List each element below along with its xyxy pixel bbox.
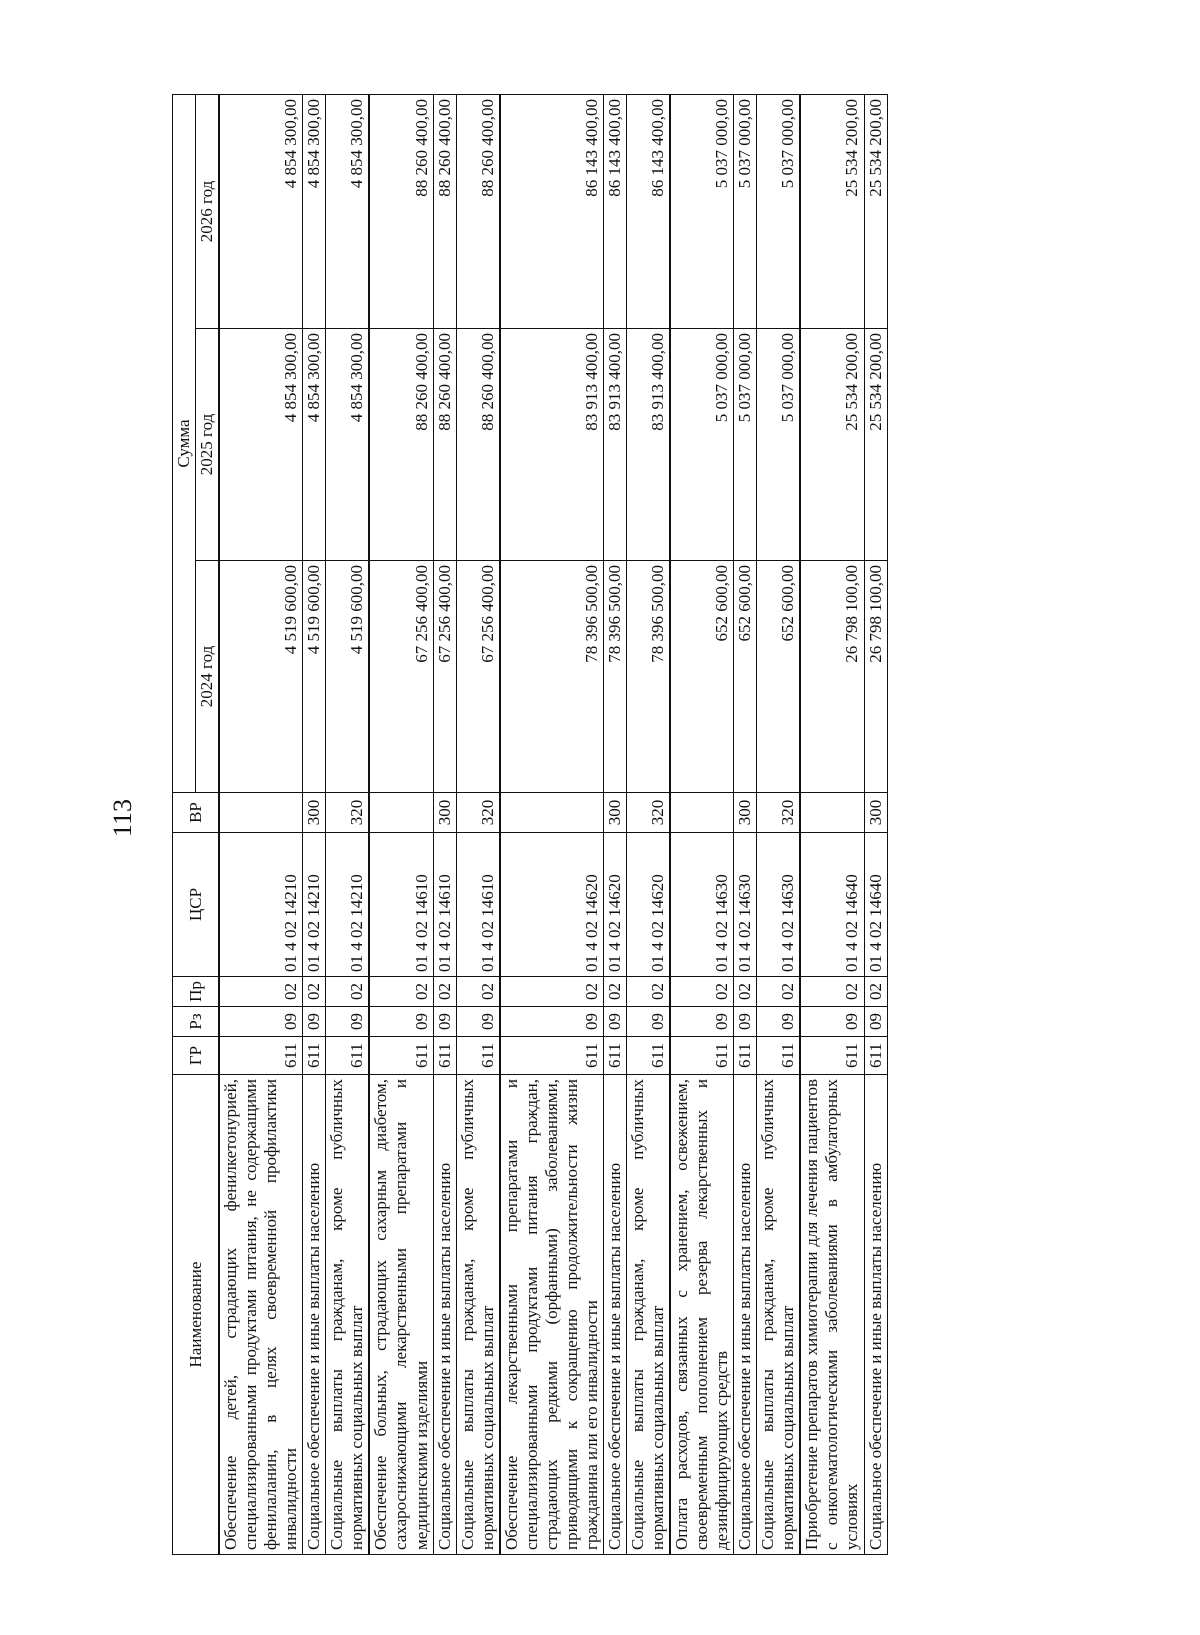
header-gr: ГР bbox=[173, 1037, 220, 1075]
cell-pr: 02 bbox=[603, 977, 626, 1007]
header-rz: Рз bbox=[173, 1007, 220, 1037]
cell-name: Приобретение препаратов химиотерапии для лечения пациентов с онкогематологическими заболеваниями в амбулаторных условиях bbox=[800, 1075, 864, 1555]
cell-rz: 09 bbox=[369, 1007, 433, 1037]
rotated-table-container bbox=[172, 95, 1032, 1555]
cell-gr: 611 bbox=[864, 1037, 887, 1075]
cell-rz: 09 bbox=[864, 1007, 887, 1037]
cell-csr: 01 4 02 14210 bbox=[303, 833, 326, 977]
cell-rz: 09 bbox=[603, 1007, 626, 1037]
cell-rz: 09 bbox=[303, 1007, 326, 1037]
table-row bbox=[800, 95, 864, 1555]
cell-csr: 01 4 02 14620 bbox=[626, 833, 670, 977]
cell-2025: 25 534 200,00 bbox=[800, 329, 864, 561]
cell-2026: 5 037 000,00 bbox=[670, 95, 734, 329]
cell-csr: 01 4 02 14210 bbox=[219, 833, 303, 977]
header-name: Наименование bbox=[173, 1075, 220, 1555]
cell-csr: 01 4 02 14630 bbox=[757, 833, 801, 977]
cell-gr: 611 bbox=[800, 1037, 864, 1075]
cell-2024: 78 396 500,00 bbox=[626, 561, 670, 793]
cell-rz: 09 bbox=[670, 1007, 734, 1037]
cell-gr: 611 bbox=[303, 1037, 326, 1075]
cell-vr: 320 bbox=[456, 793, 500, 833]
header-vr: ВР bbox=[173, 793, 220, 833]
cell-2026: 25 534 200,00 bbox=[864, 95, 887, 329]
cell-2024: 652 600,00 bbox=[734, 561, 757, 793]
cell-name: Социальное обеспечение и иные выплаты населению bbox=[433, 1075, 456, 1555]
cell-2024: 78 396 500,00 bbox=[603, 561, 626, 793]
cell-pr: 02 bbox=[456, 977, 500, 1007]
cell-vr: 320 bbox=[326, 793, 370, 833]
cell-2024: 4 519 600,00 bbox=[303, 561, 326, 793]
cell-pr: 02 bbox=[670, 977, 734, 1007]
cell-2024: 26 798 100,00 bbox=[800, 561, 864, 793]
cell-vr: 300 bbox=[734, 793, 757, 833]
cell-2024: 26 798 100,00 bbox=[864, 561, 887, 793]
cell-rz: 09 bbox=[800, 1007, 864, 1037]
cell-rz: 09 bbox=[326, 1007, 370, 1037]
cell-2026: 5 037 000,00 bbox=[734, 95, 757, 329]
table-row bbox=[500, 95, 604, 1555]
cell-pr: 02 bbox=[219, 977, 303, 1007]
cell-rz: 09 bbox=[456, 1007, 500, 1037]
cell-rz: 09 bbox=[219, 1007, 303, 1037]
cell-csr: 01 4 02 14640 bbox=[864, 833, 887, 977]
cell-vr bbox=[219, 793, 303, 833]
cell-vr bbox=[670, 793, 734, 833]
cell-rz: 09 bbox=[433, 1007, 456, 1037]
cell-2026: 88 260 400,00 bbox=[456, 95, 500, 329]
cell-csr: 01 4 02 14610 bbox=[433, 833, 456, 977]
cell-name: Социальные выплаты гражданам, кроме публичных нормативных социальных выплат bbox=[456, 1075, 500, 1555]
cell-2024: 652 600,00 bbox=[670, 561, 734, 793]
cell-vr: 320 bbox=[757, 793, 801, 833]
cell-csr: 01 4 02 14640 bbox=[800, 833, 864, 977]
cell-csr: 01 4 02 14620 bbox=[603, 833, 626, 977]
cell-2025: 25 534 200,00 bbox=[864, 329, 887, 561]
cell-2024: 652 600,00 bbox=[757, 561, 801, 793]
cell-gr: 611 bbox=[433, 1037, 456, 1075]
table-row bbox=[433, 95, 456, 1555]
cell-pr: 02 bbox=[800, 977, 864, 1007]
table-body bbox=[219, 95, 887, 1555]
cell-pr: 02 bbox=[734, 977, 757, 1007]
cell-csr: 01 4 02 14210 bbox=[326, 833, 370, 977]
cell-2026: 86 143 400,00 bbox=[626, 95, 670, 329]
cell-name: Социальное обеспечение и иные выплаты населению bbox=[603, 1075, 626, 1555]
cell-gr: 611 bbox=[757, 1037, 801, 1075]
table-row bbox=[456, 95, 500, 1555]
cell-pr: 02 bbox=[757, 977, 801, 1007]
header-row-1 bbox=[173, 95, 196, 1555]
cell-vr: 300 bbox=[303, 793, 326, 833]
header-csr: ЦСР bbox=[173, 833, 220, 977]
cell-2025: 83 913 400,00 bbox=[500, 329, 604, 561]
cell-2025: 5 037 000,00 bbox=[670, 329, 734, 561]
cell-pr: 02 bbox=[326, 977, 370, 1007]
cell-2024: 67 256 400,00 bbox=[369, 561, 433, 793]
cell-pr: 02 bbox=[303, 977, 326, 1007]
cell-2026: 5 037 000,00 bbox=[757, 95, 801, 329]
cell-name: Социальные выплаты гражданам, кроме публичных нормативных социальных выплат bbox=[757, 1075, 801, 1555]
cell-pr: 02 bbox=[500, 977, 604, 1007]
cell-name: Социальное обеспечение и иные выплаты населению bbox=[734, 1075, 757, 1555]
cell-pr: 02 bbox=[369, 977, 433, 1007]
cell-2025: 5 037 000,00 bbox=[757, 329, 801, 561]
cell-gr: 611 bbox=[326, 1037, 370, 1075]
cell-2025: 88 260 400,00 bbox=[456, 329, 500, 561]
cell-vr: 300 bbox=[433, 793, 456, 833]
cell-2024: 78 396 500,00 bbox=[500, 561, 604, 793]
table-row bbox=[757, 95, 801, 1555]
cell-csr: 01 4 02 14610 bbox=[456, 833, 500, 977]
cell-2024: 4 519 600,00 bbox=[326, 561, 370, 793]
cell-2024: 67 256 400,00 bbox=[433, 561, 456, 793]
cell-name: Оплата расходов, связанных с хранением, освежением, своевременным пополнением резерва лекарственных и дезинфицирующих средств bbox=[670, 1075, 734, 1555]
cell-2025: 4 854 300,00 bbox=[326, 329, 370, 561]
cell-pr: 02 bbox=[864, 977, 887, 1007]
cell-name: Обеспечение больных, страдающих сахарным диабетом, сахароснижающими лекарственными препаратами и медицинскими изделиями bbox=[369, 1075, 433, 1555]
budget-table bbox=[172, 94, 888, 1555]
cell-vr bbox=[800, 793, 864, 833]
cell-vr bbox=[369, 793, 433, 833]
cell-rz: 09 bbox=[734, 1007, 757, 1037]
cell-2025: 88 260 400,00 bbox=[369, 329, 433, 561]
cell-name: Социальные выплаты гражданам, кроме публичных нормативных социальных выплат bbox=[626, 1075, 670, 1555]
cell-2024: 4 519 600,00 bbox=[219, 561, 303, 793]
table-row bbox=[864, 95, 887, 1555]
cell-2026: 88 260 400,00 bbox=[433, 95, 456, 329]
table-row bbox=[219, 95, 303, 1555]
table-row bbox=[303, 95, 326, 1555]
table-row bbox=[369, 95, 433, 1555]
cell-name: Обеспечение лекарственными препаратами и специализированными продуктами питания граждан, страдающих редкими (орфанными) заболеваниями, приводящими к сокращению продолжительности жизни гражданина или его инвалидности bbox=[500, 1075, 604, 1555]
cell-csr: 01 4 02 14630 bbox=[734, 833, 757, 977]
cell-2025: 88 260 400,00 bbox=[433, 329, 456, 561]
cell-vr: 300 bbox=[603, 793, 626, 833]
cell-name: Обеспечение детей, страдающих фенилкетонурией, специализированными продуктами питания, не содержащими фенилаланин, в целях своевременной профилактики инвалидности bbox=[219, 1075, 303, 1555]
cell-2026: 86 143 400,00 bbox=[603, 95, 626, 329]
header-2026: 2026 год bbox=[196, 95, 220, 329]
cell-gr: 611 bbox=[456, 1037, 500, 1075]
cell-2026: 86 143 400,00 bbox=[500, 95, 604, 329]
cell-2026: 25 534 200,00 bbox=[800, 95, 864, 329]
cell-csr: 01 4 02 14620 bbox=[500, 833, 604, 977]
cell-2026: 88 260 400,00 bbox=[369, 95, 433, 329]
cell-2025: 4 854 300,00 bbox=[303, 329, 326, 561]
cell-name: Социальное обеспечение и иные выплаты населению bbox=[864, 1075, 887, 1555]
table-row bbox=[626, 95, 670, 1555]
cell-vr bbox=[500, 793, 604, 833]
table-row bbox=[734, 95, 757, 1555]
cell-rz: 09 bbox=[757, 1007, 801, 1037]
page-number: 113 bbox=[108, 798, 137, 838]
cell-gr: 611 bbox=[734, 1037, 757, 1075]
cell-csr: 01 4 02 14610 bbox=[369, 833, 433, 977]
cell-2025: 83 913 400,00 bbox=[626, 329, 670, 561]
table-row bbox=[670, 95, 734, 1555]
cell-name: Социальные выплаты гражданам, кроме публичных нормативных социальных выплат bbox=[326, 1075, 370, 1555]
cell-2026: 4 854 300,00 bbox=[326, 95, 370, 329]
cell-gr: 611 bbox=[219, 1037, 303, 1075]
cell-gr: 611 bbox=[603, 1037, 626, 1075]
cell-vr: 320 bbox=[626, 793, 670, 833]
cell-gr: 611 bbox=[500, 1037, 604, 1075]
cell-gr: 611 bbox=[626, 1037, 670, 1075]
header-2025: 2025 год bbox=[196, 329, 220, 561]
cell-2025: 83 913 400,00 bbox=[603, 329, 626, 561]
cell-pr: 02 bbox=[626, 977, 670, 1007]
table-row bbox=[326, 95, 370, 1555]
cell-2026: 4 854 300,00 bbox=[303, 95, 326, 329]
cell-csr: 01 4 02 14630 bbox=[670, 833, 734, 977]
cell-gr: 611 bbox=[670, 1037, 734, 1075]
table-row bbox=[603, 95, 626, 1555]
cell-rz: 09 bbox=[500, 1007, 604, 1037]
cell-vr: 300 bbox=[864, 793, 887, 833]
header-sum: Сумма bbox=[173, 95, 196, 793]
cell-2025: 4 854 300,00 bbox=[219, 329, 303, 561]
header-2024: 2024 год bbox=[196, 561, 220, 793]
cell-pr: 02 bbox=[433, 977, 456, 1007]
cell-2025: 5 037 000,00 bbox=[734, 329, 757, 561]
cell-name: Социальное обеспечение и иные выплаты населению bbox=[303, 1075, 326, 1555]
cell-2024: 67 256 400,00 bbox=[456, 561, 500, 793]
header-pr: Пр bbox=[173, 977, 220, 1007]
cell-2026: 4 854 300,00 bbox=[219, 95, 303, 329]
cell-rz: 09 bbox=[626, 1007, 670, 1037]
cell-gr: 611 bbox=[369, 1037, 433, 1075]
